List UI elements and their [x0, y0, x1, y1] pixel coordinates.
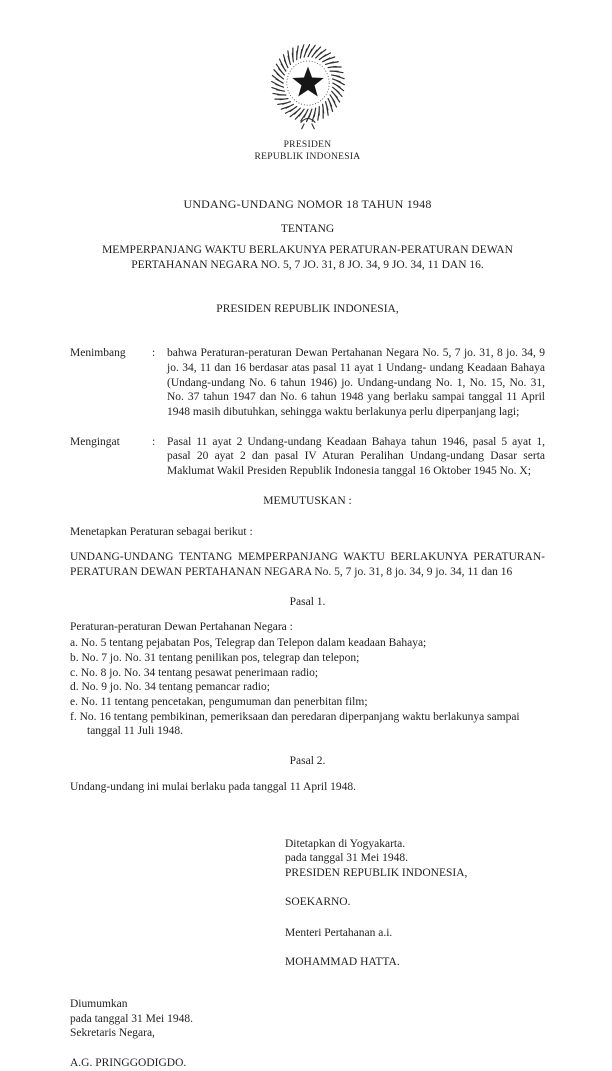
- promulgation-date: pada tanggal 31 Mei 1948.: [70, 1012, 545, 1027]
- consideration-colon: :: [152, 346, 167, 420]
- consideration-menimbang: [70, 346, 545, 420]
- consideration-label: Mengingat: [70, 435, 152, 479]
- signature-place: Ditetapkan di Yogyakarta.: [285, 837, 545, 852]
- signature-date: pada tanggal 31 Mei 1948.: [285, 851, 545, 866]
- list-item: a. No. 5 tentang pejabatan Pos, Telegrap dan Telepon dalam keadaan Bahaya;: [70, 636, 545, 651]
- memutuskan-heading: MEMUTUSKAN :: [70, 494, 545, 509]
- agency-line2: REPUBLIK INDONESIA: [70, 151, 545, 163]
- star-icon: [292, 67, 324, 97]
- considerations: [70, 346, 545, 479]
- secretary-name: A.G. PRINGGODIGDO.: [70, 1056, 545, 1071]
- title-tentang: TENTANG: [70, 222, 545, 237]
- list-item: c. No. 8 jo. No. 34 tentang pesawat penerimaan radio;: [70, 666, 545, 681]
- letterhead: [70, 36, 545, 163]
- article-body: Undang-undang ini mulai berlaku pada tanggal 11 April 1948.: [70, 780, 545, 795]
- minister-title: Menteri Pertahanan a.i.: [285, 926, 545, 941]
- promulgation-block: [70, 997, 545, 1071]
- article-intro: Peraturan-peraturan Dewan Pertahanan Negara :: [70, 620, 545, 635]
- article-1: [70, 595, 545, 739]
- consideration-label: Menimbang: [70, 346, 152, 420]
- consideration-mengingat: [70, 435, 545, 479]
- consideration-text: bahwa Peraturan-peraturan Dewan Pertahanan Negara No. 5, 7 jo. 31, 8 jo. 34, 9 jo. 34, 11 dan 16 berdasar atas pasal 11 ayat 1 Undang- undang Keadaan Bahaya (Undang-undang No. 6 tahun 1946) jo. Undang-undang No. 1, No. 15, No. 31, No. 37 tahun 1947 dan No. 6 tahun 1948 yang berlaku sampai tanggal 11 April 1948 masih dibutuhkan, sehingga waktu berlakunya perlu diperpanjang lagi;: [167, 346, 545, 420]
- minister-name: MOHAMMAD HATTA.: [285, 955, 545, 970]
- enactment-paragraph: UNDANG-UNDANG TENTANG MEMPERPANJANG WAKTU BERLAKUNYA PERATURAN-PERATURAN DEWAN PERTAHANAN NEGARA No. 5, 7 jo. 31, 8 jo. 34, 9 jo. 34, 11 dan 16: [70, 550, 545, 579]
- list-item: d. No. 9 jo. No. 34 tentang pemancar radio;: [70, 680, 545, 695]
- title-block: [70, 197, 545, 273]
- list-item: f. No. 16 tentang pembikinan, pemeriksaan dan peredaran diperpanjang waktu berlakunya sampai tanggal 11 Juli 1948.: [70, 710, 545, 739]
- list-item: e. No. 11 tentang pencetakan, pengumuman dan penerbitan film;: [70, 695, 545, 710]
- promulgation-line1: Diumumkan: [70, 997, 545, 1012]
- president-name: SOEKARNO.: [285, 895, 545, 910]
- article-heading: Pasal 1.: [70, 595, 545, 610]
- agency-line1: PRESIDEN: [70, 139, 545, 151]
- opening-line: PRESIDEN REPUBLIK INDONESIA,: [70, 302, 545, 317]
- consideration-text: Pasal 11 ayat 2 Undang-undang Keadaan Bahaya tahun 1946, pasal 5 ayat 1, pasal 20 ayat 2 dan pasal IV Aturan Peralihan Undang-undang Dasar serta Maklumat Wakil Presiden Republik Indonesia tanggal 16 Oktober 1945 No. X;: [167, 435, 545, 479]
- menetapkan-line: Menetapkan Peraturan sebagai berikut :: [70, 525, 545, 540]
- article-2: [70, 754, 545, 794]
- law-number-title: UNDANG-UNDANG NOMOR 18 TAHUN 1948: [70, 197, 545, 212]
- agency-name: [70, 139, 545, 164]
- title-subject: MEMPERPANJANG WAKTU BERLAKUNYA PERATURAN-PERATURAN DEWAN PERTAHANAN NEGARA NO. 5, 7 JO. 31, 8 JO. 34, 9 JO. 34, 11 DAN 16.: [84, 243, 532, 273]
- signature-office: PRESIDEN REPUBLIK INDONESIA,: [285, 866, 545, 881]
- article-heading: Pasal 2.: [70, 754, 545, 769]
- signature-block: [285, 837, 545, 970]
- consideration-colon: :: [152, 435, 167, 479]
- list-item: b. No. 7 jo. No. 31 tentang penilikan pos, telegrap dan telepon;: [70, 651, 545, 666]
- promulgation-office: Sekretaris Negara,: [70, 1026, 545, 1041]
- presidential-seal-icon: [262, 36, 354, 132]
